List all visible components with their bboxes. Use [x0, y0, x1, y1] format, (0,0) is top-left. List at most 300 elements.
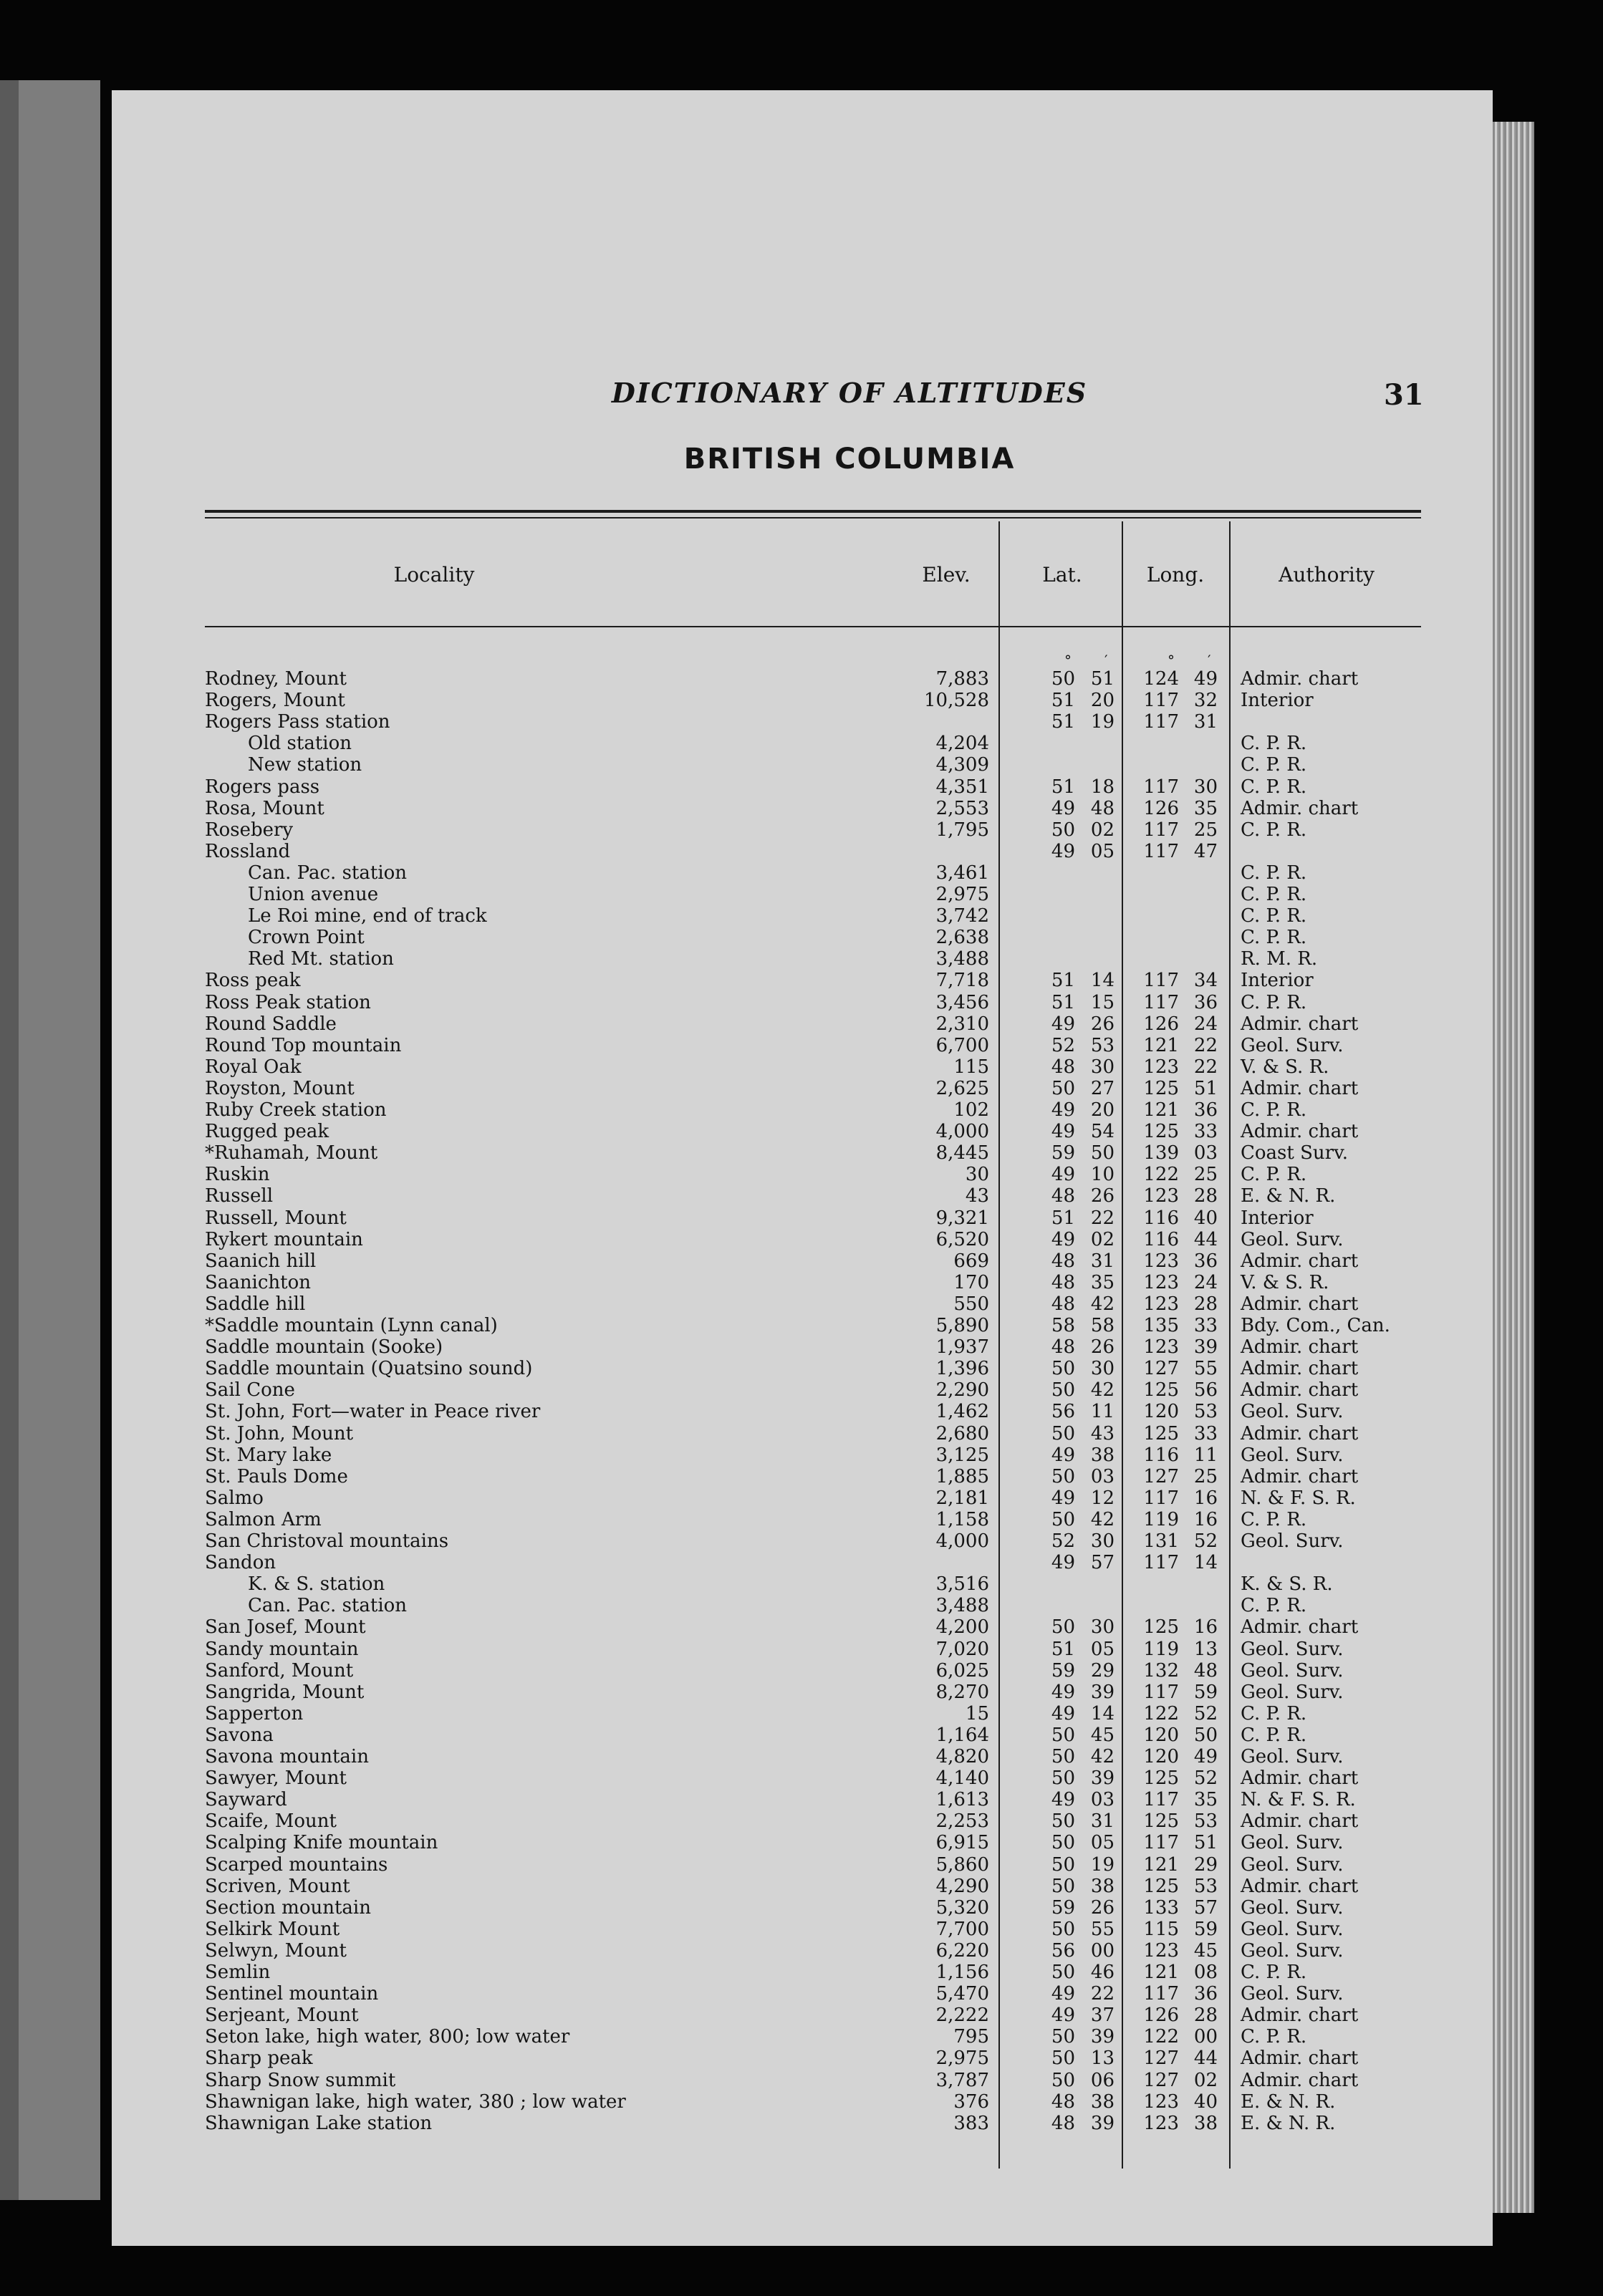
latitude-minutes-cell: 19 [1090, 711, 1115, 733]
elevation-cell: 2,222 [935, 2005, 989, 2027]
locality-cell: Saanich hill [205, 1250, 317, 1272]
authority-cell: N. & F. S. R. [1241, 1789, 1356, 1811]
longitude-degrees-cell: 123 [1143, 1056, 1179, 1078]
longitude-minutes-cell: 59 [1193, 1918, 1218, 1940]
longitude-minutes-cell: 52 [1193, 1767, 1218, 1790]
unit-lat-deg: ° [1064, 652, 1072, 669]
elevation-cell: 2,181 [935, 1487, 989, 1509]
latitude-minutes-cell: 06 [1090, 2069, 1115, 2091]
header-locality: Locality [393, 563, 475, 587]
latitude-minutes-cell: 00 [1090, 1939, 1115, 1962]
authority-cell: Geol. Surv. [1241, 1918, 1344, 1940]
longitude-minutes-cell: 33 [1193, 1121, 1218, 1143]
longitude-minutes-cell: 52 [1193, 1702, 1218, 1725]
latitude-degrees-cell: 50 [1051, 2069, 1075, 2091]
latitude-degrees-cell: 49 [1051, 2005, 1075, 2027]
elevation-cell: 4,000 [935, 1121, 989, 1143]
latitude-minutes-cell: 54 [1090, 1121, 1115, 1143]
latitude-degrees-cell: 50 [1051, 1832, 1075, 1854]
longitude-degrees-cell: 122 [1143, 1164, 1179, 1186]
longitude-minutes-cell: 36 [1193, 1983, 1218, 2005]
latitude-minutes-cell: 05 [1090, 840, 1115, 862]
locality-cell: Le Roi mine, end of track [248, 906, 487, 927]
latitude-degrees-cell: 50 [1051, 1077, 1075, 1099]
locality-cell: Semlin [205, 1962, 271, 1983]
longitude-degrees-cell: 127 [1143, 1358, 1179, 1380]
latitude-degrees-cell: 50 [1051, 1358, 1075, 1380]
longitude-minutes-cell: 40 [1193, 2090, 1218, 2113]
longitude-degrees-cell: 123 [1143, 2090, 1179, 2113]
latitude-degrees-cell: 49 [1051, 1681, 1075, 1703]
latitude-minutes-cell: 05 [1090, 1832, 1115, 1854]
longitude-minutes-cell: 25 [1193, 1164, 1218, 1186]
latitude-minutes-cell: 43 [1090, 1422, 1115, 1444]
authority-cell: C. P. R. [1241, 819, 1307, 841]
longitude-minutes-cell: 30 [1193, 776, 1218, 798]
elevation-cell: 6,220 [935, 1939, 989, 1962]
latitude-degrees-cell: 51 [1051, 711, 1075, 733]
longitude-degrees-cell: 127 [1143, 2047, 1179, 2070]
authority-cell: Interior [1241, 970, 1314, 992]
running-title: DICTIONARY OF ALTITUDES [611, 377, 1088, 409]
locality-cell: Can. Pac. station [248, 1596, 408, 1617]
latitude-degrees-cell: 48 [1051, 2090, 1075, 2113]
longitude-minutes-cell: 22 [1193, 1056, 1218, 1078]
latitude-degrees-cell: 50 [1051, 668, 1075, 690]
authority-cell: Geol. Surv. [1241, 1896, 1344, 1919]
latitude-minutes-cell: 30 [1090, 1358, 1115, 1380]
longitude-minutes-cell: 28 [1193, 1293, 1218, 1315]
latitude-degrees-cell: 51 [1051, 1638, 1075, 1660]
latitude-degrees-cell: 50 [1051, 1810, 1075, 1833]
locality-cell: Sail Cone [205, 1380, 295, 1402]
longitude-degrees-cell: 125 [1143, 1121, 1179, 1143]
longitude-minutes-cell: 08 [1193, 1962, 1218, 1983]
longitude-minutes-cell: 50 [1193, 1724, 1218, 1746]
locality-cell: Can. Pac. station [248, 862, 408, 884]
latitude-degrees-cell: 51 [1051, 991, 1075, 1013]
header-rule [205, 626, 1421, 627]
longitude-minutes-cell: 48 [1193, 1659, 1218, 1682]
authority-cell: Geol. Surv. [1241, 1530, 1344, 1552]
longitude-minutes-cell: 33 [1193, 1422, 1218, 1444]
elevation-cell: 4,309 [935, 754, 989, 776]
authority-cell: Interior [1241, 690, 1314, 712]
elevation-cell: 115 [953, 1056, 989, 1078]
latitude-degrees-cell: 49 [1051, 1983, 1075, 2005]
elevation-cell: 2,310 [935, 1013, 989, 1035]
locality-cell: New station [248, 755, 362, 776]
elevation-cell: 5,860 [935, 1853, 989, 1876]
latitude-degrees-cell: 56 [1051, 1401, 1075, 1423]
authority-cell: C. P. R. [1241, 991, 1307, 1013]
latitude-degrees-cell: 51 [1051, 690, 1075, 712]
authority-cell: Admir. chart [1241, 2005, 1359, 2027]
latitude-minutes-cell: 31 [1090, 1250, 1115, 1272]
authority-cell: C. P. R. [1241, 754, 1307, 776]
latitude-degrees-cell: 49 [1051, 1164, 1075, 1186]
locality-cell: Ross Peak station [205, 992, 371, 1013]
latitude-minutes-cell: 35 [1090, 1271, 1115, 1293]
longitude-minutes-cell: 29 [1193, 1853, 1218, 1876]
longitude-minutes-cell: 25 [1193, 1465, 1218, 1487]
elevation-cell: 3,742 [935, 905, 989, 927]
authority-cell: C. P. R. [1241, 1099, 1307, 1121]
longitude-minutes-cell: 34 [1193, 970, 1218, 992]
elevation-cell: 7,883 [935, 668, 989, 690]
longitude-minutes-cell: 16 [1193, 1508, 1218, 1530]
latitude-degrees-cell: 50 [1051, 1918, 1075, 1940]
latitude-minutes-cell: 38 [1090, 1444, 1115, 1466]
latitude-minutes-cell: 20 [1090, 1099, 1115, 1121]
elevation-cell: 3,488 [935, 948, 989, 970]
longitude-minutes-cell: 11 [1193, 1444, 1218, 1466]
longitude-minutes-cell: 28 [1193, 1185, 1218, 1207]
latitude-minutes-cell: 11 [1090, 1401, 1115, 1423]
elevation-cell: 6,025 [935, 1659, 989, 1682]
locality-cell: Shawnigan lake, high water, 380 ; low water [205, 2091, 626, 2113]
latitude-degrees-cell: 50 [1051, 2026, 1075, 2048]
locality-cell: San Josef, Mount [205, 1617, 366, 1639]
latitude-degrees-cell: 48 [1051, 1271, 1075, 1293]
elevation-cell: 3,488 [935, 1595, 989, 1617]
latitude-degrees-cell: 48 [1051, 1250, 1075, 1272]
authority-cell: V. & S. R. [1241, 1056, 1329, 1078]
longitude-minutes-cell: 31 [1193, 711, 1218, 733]
longitude-degrees-cell: 125 [1143, 1422, 1179, 1444]
locality-cell: Rugged peak [205, 1122, 329, 1143]
latitude-minutes-cell: 19 [1090, 1853, 1115, 1876]
longitude-minutes-cell: 39 [1193, 1336, 1218, 1359]
latitude-minutes-cell: 39 [1090, 2112, 1115, 2134]
latitude-minutes-cell: 13 [1090, 2047, 1115, 2070]
locality-cell: Royal Oak [205, 1056, 302, 1078]
elevation-cell: 4,290 [935, 1875, 989, 1897]
longitude-minutes-cell: 35 [1193, 1789, 1218, 1811]
longitude-degrees-cell: 124 [1143, 668, 1179, 690]
locality-cell: Selkirk Mount [205, 1919, 340, 1940]
authority-cell: Geol. Surv. [1241, 1983, 1344, 2005]
latitude-minutes-cell: 38 [1090, 2090, 1115, 2113]
latitude-degrees-cell: 58 [1051, 1315, 1075, 1336]
latitude-minutes-cell: 29 [1090, 1659, 1115, 1682]
longitude-degrees-cell: 123 [1143, 2112, 1179, 2134]
elevation-cell: 10,528 [924, 690, 989, 712]
elevation-cell: 4,000 [935, 1530, 989, 1552]
longitude-degrees-cell: 121 [1143, 1853, 1179, 1876]
locality-cell: Rogers, Mount [205, 690, 345, 712]
locality-cell: Sandy mountain [205, 1639, 359, 1660]
longitude-degrees-cell: 117 [1143, 819, 1179, 841]
locality-cell: Rogers Pass station [205, 712, 390, 733]
latitude-minutes-cell: 15 [1090, 991, 1115, 1013]
locality-cell: Seton lake, high water, 800; low water [205, 2027, 570, 2048]
locality-cell: Rodney, Mount [205, 669, 347, 690]
locality-cell: Round Top mountain [205, 1035, 402, 1056]
locality-cell: Sandon [205, 1553, 276, 1574]
authority-cell: R. M. R. [1241, 948, 1318, 970]
elevation-cell: 376 [953, 2090, 989, 2113]
elevation-cell: 6,915 [935, 1832, 989, 1854]
latitude-degrees-cell: 49 [1051, 1487, 1075, 1509]
latitude-minutes-cell: 12 [1090, 1487, 1115, 1509]
latitude-minutes-cell: 10 [1090, 1164, 1115, 1186]
longitude-degrees-cell: 120 [1143, 1724, 1179, 1746]
locality-cell: Royston, Mount [205, 1078, 355, 1099]
locality-cell: Scriven, Mount [205, 1876, 350, 1897]
authority-cell: Admir. chart [1241, 1616, 1359, 1639]
locality-cell: Selwyn, Mount [205, 1940, 347, 1962]
authority-cell: C. P. R. [1241, 733, 1307, 755]
locality-cell: Old station [248, 733, 352, 755]
authority-cell: Interior [1241, 1207, 1314, 1229]
locality-cell: Section mountain [205, 1897, 371, 1919]
longitude-degrees-cell: 123 [1143, 1250, 1179, 1272]
latitude-minutes-cell: 03 [1090, 1789, 1115, 1811]
latitude-degrees-cell: 50 [1051, 1508, 1075, 1530]
authority-cell: Admir. chart [1241, 1121, 1359, 1143]
elevation-cell: 795 [953, 2026, 989, 2048]
longitude-degrees-cell: 117 [1143, 1832, 1179, 1854]
latitude-degrees-cell: 49 [1051, 1228, 1075, 1250]
elevation-cell: 3,456 [935, 991, 989, 1013]
locality-cell: Scalping Knife mountain [205, 1833, 438, 1854]
longitude-degrees-cell: 115 [1143, 1918, 1179, 1940]
locality-cell: Sentinel mountain [205, 1984, 379, 2005]
longitude-minutes-cell: 59 [1193, 1681, 1218, 1703]
unit-long-deg: ° [1168, 652, 1175, 669]
latitude-degrees-cell: 49 [1051, 1789, 1075, 1811]
longitude-minutes-cell: 16 [1193, 1487, 1218, 1509]
latitude-degrees-cell: 50 [1051, 1767, 1075, 1790]
elevation-cell: 170 [953, 1271, 989, 1293]
elevation-cell: 5,890 [935, 1315, 989, 1336]
latitude-minutes-cell: 51 [1090, 668, 1115, 690]
elevation-cell: 6,700 [935, 1034, 989, 1056]
latitude-degrees-cell: 49 [1051, 1552, 1075, 1574]
locality-cell: Salmo [205, 1487, 264, 1509]
authority-cell: Admir. chart [1241, 668, 1359, 690]
authority-cell: E. & N. R. [1241, 2090, 1336, 2113]
locality-cell: Rossland [205, 841, 291, 862]
longitude-minutes-cell: 53 [1193, 1810, 1218, 1833]
longitude-degrees-cell: 117 [1143, 690, 1179, 712]
longitude-degrees-cell: 117 [1143, 1487, 1179, 1509]
latitude-minutes-cell: 38 [1090, 1875, 1115, 1897]
authority-cell: C. P. R. [1241, 905, 1307, 927]
latitude-minutes-cell: 20 [1090, 690, 1115, 712]
elevation-cell: 1,462 [935, 1401, 989, 1423]
latitude-minutes-cell: 31 [1090, 1810, 1115, 1833]
latitude-degrees-cell: 59 [1051, 1659, 1075, 1682]
longitude-minutes-cell: 35 [1193, 797, 1218, 819]
longitude-minutes-cell: 32 [1193, 690, 1218, 712]
latitude-degrees-cell: 49 [1051, 1013, 1075, 1035]
longitude-minutes-cell: 49 [1193, 668, 1218, 690]
latitude-degrees-cell: 59 [1051, 1142, 1075, 1164]
authority-cell: C. P. R. [1241, 884, 1307, 905]
longitude-degrees-cell: 120 [1143, 1401, 1179, 1423]
latitude-degrees-cell: 51 [1051, 1207, 1075, 1229]
longitude-degrees-cell: 117 [1143, 991, 1179, 1013]
longitude-minutes-cell: 53 [1193, 1401, 1218, 1423]
latitude-minutes-cell: 57 [1090, 1552, 1115, 1574]
longitude-degrees-cell: 117 [1143, 1681, 1179, 1703]
authority-cell: Admir. chart [1241, 797, 1359, 819]
longitude-degrees-cell: 133 [1143, 1896, 1179, 1919]
column-divider [1122, 521, 1123, 2169]
elevation-cell: 1,613 [935, 1789, 989, 1811]
longitude-minutes-cell: 03 [1193, 1142, 1218, 1164]
locality-cell: Shawnigan Lake station [205, 2113, 433, 2134]
latitude-degrees-cell: 48 [1051, 1293, 1075, 1315]
latitude-degrees-cell: 48 [1051, 2112, 1075, 2134]
latitude-minutes-cell: 30 [1090, 1056, 1115, 1078]
elevation-cell: 2,625 [935, 1077, 989, 1099]
latitude-minutes-cell: 39 [1090, 1767, 1115, 1790]
elevation-cell: 1,158 [935, 1508, 989, 1530]
latitude-degrees-cell: 49 [1051, 1444, 1075, 1466]
locality-cell: Savona [205, 1725, 274, 1746]
authority-cell: Admir. chart [1241, 1336, 1359, 1359]
elevation-cell: 4,351 [935, 776, 989, 798]
elevation-cell: 30 [965, 1164, 989, 1186]
longitude-degrees-cell: 121 [1143, 1034, 1179, 1056]
header-authority: Authority [1279, 563, 1375, 587]
latitude-degrees-cell: 49 [1051, 1702, 1075, 1725]
elevation-cell: 2,680 [935, 1422, 989, 1444]
longitude-degrees-cell: 125 [1143, 1379, 1179, 1402]
latitude-minutes-cell: 26 [1090, 1336, 1115, 1359]
latitude-minutes-cell: 30 [1090, 1616, 1115, 1639]
longitude-degrees-cell: 123 [1143, 1271, 1179, 1293]
latitude-degrees-cell: 50 [1051, 1616, 1075, 1639]
authority-cell: Admir. chart [1241, 1250, 1359, 1272]
locality-cell: St. Mary lake [205, 1444, 332, 1466]
locality-cell: Scaife, Mount [205, 1811, 337, 1833]
longitude-minutes-cell: 22 [1193, 1034, 1218, 1056]
locality-cell: Ruby Creek station [205, 1100, 387, 1121]
authority-cell: Geol. Surv. [1241, 1401, 1344, 1423]
elevation-cell: 2,253 [935, 1810, 989, 1833]
longitude-degrees-cell: 117 [1143, 1983, 1179, 2005]
authority-cell: Admir. chart [1241, 2047, 1359, 2070]
locality-cell: St. Pauls Dome [205, 1466, 348, 1487]
elevation-cell: 1,396 [935, 1358, 989, 1380]
longitude-degrees-cell: 132 [1143, 1659, 1179, 1682]
latitude-minutes-cell: 39 [1090, 2026, 1115, 2048]
longitude-degrees-cell: 119 [1143, 1508, 1179, 1530]
longitude-minutes-cell: 14 [1193, 1552, 1218, 1574]
longitude-degrees-cell: 135 [1143, 1315, 1179, 1336]
authority-cell: Admir. chart [1241, 2069, 1359, 2091]
locality-cell: Crown Point [248, 927, 365, 949]
longitude-degrees-cell: 120 [1143, 1746, 1179, 1767]
latitude-degrees-cell: 51 [1051, 970, 1075, 992]
locality-cell: Russell [205, 1186, 274, 1207]
longitude-minutes-cell: 00 [1193, 2026, 1218, 2048]
longitude-minutes-cell: 36 [1193, 991, 1218, 1013]
latitude-minutes-cell: 50 [1090, 1142, 1115, 1164]
longitude-degrees-cell: 125 [1143, 1077, 1179, 1099]
authority-cell: Admir. chart [1241, 1013, 1359, 1035]
longitude-minutes-cell: 24 [1193, 1271, 1218, 1293]
authority-cell: Admir. chart [1241, 1465, 1359, 1487]
locality-cell: Salmon Arm [205, 1509, 322, 1530]
elevation-cell: 4,200 [935, 1616, 989, 1639]
longitude-degrees-cell: 122 [1143, 2026, 1179, 2048]
longitude-minutes-cell: 56 [1193, 1379, 1218, 1402]
latitude-minutes-cell: 42 [1090, 1746, 1115, 1767]
authority-cell: C. P. R. [1241, 776, 1307, 798]
latitude-minutes-cell: 22 [1090, 1983, 1115, 2005]
longitude-degrees-cell: 126 [1143, 797, 1179, 819]
latitude-degrees-cell: 50 [1051, 1746, 1075, 1767]
latitude-degrees-cell: 50 [1051, 1875, 1075, 1897]
locality-cell: Serjeant, Mount [205, 2005, 359, 2027]
longitude-degrees-cell: 139 [1143, 1142, 1179, 1164]
authority-cell: Geol. Surv. [1241, 1681, 1344, 1703]
latitude-minutes-cell: 55 [1090, 1918, 1115, 1940]
locality-cell: Sangrida, Mount [205, 1682, 365, 1703]
longitude-degrees-cell: 117 [1143, 1789, 1179, 1811]
locality-cell: Union avenue [248, 884, 379, 905]
latitude-degrees-cell: 49 [1051, 797, 1075, 819]
longitude-minutes-cell: 49 [1193, 1746, 1218, 1767]
authority-cell: Geol. Surv. [1241, 1659, 1344, 1682]
longitude-degrees-cell: 125 [1143, 1810, 1179, 1833]
longitude-minutes-cell: 51 [1193, 1077, 1218, 1099]
latitude-degrees-cell: 48 [1051, 1185, 1075, 1207]
top-rule-thin [205, 517, 1421, 518]
section-title: BRITISH COLUMBIA [683, 443, 1016, 476]
latitude-minutes-cell: 26 [1090, 1185, 1115, 1207]
authority-cell: Admir. chart [1241, 1767, 1359, 1790]
elevation-cell: 7,020 [935, 1638, 989, 1660]
authority-cell: E. & N. R. [1241, 1185, 1336, 1207]
longitude-minutes-cell: 25 [1193, 819, 1218, 841]
longitude-degrees-cell: 126 [1143, 2005, 1179, 2027]
authority-cell: C. P. R. [1241, 1724, 1307, 1746]
longitude-minutes-cell: 44 [1193, 2047, 1218, 2070]
longitude-minutes-cell: 33 [1193, 1315, 1218, 1336]
latitude-minutes-cell: 03 [1090, 1465, 1115, 1487]
authority-cell: Geol. Surv. [1241, 1638, 1344, 1660]
elevation-cell: 550 [953, 1293, 989, 1315]
elevation-cell: 102 [953, 1099, 989, 1121]
locality-cell: Ross peak [205, 970, 301, 992]
authority-cell: C. P. R. [1241, 1702, 1307, 1725]
elevation-cell: 3,516 [935, 1573, 989, 1596]
longitude-degrees-cell: 119 [1143, 1638, 1179, 1660]
latitude-minutes-cell: 37 [1090, 2005, 1115, 2027]
locality-cell: Russell, Mount [205, 1207, 347, 1229]
authority-cell: Coast Surv. [1241, 1142, 1348, 1164]
elevation-cell: 1,795 [935, 819, 989, 841]
elevation-cell: 8,270 [935, 1681, 989, 1703]
elevation-cell: 6,520 [935, 1228, 989, 1250]
latitude-minutes-cell: 48 [1090, 797, 1115, 819]
elevation-cell: 2,290 [935, 1379, 989, 1402]
latitude-degrees-cell: 52 [1051, 1530, 1075, 1552]
latitude-degrees-cell: 49 [1051, 840, 1075, 862]
page-stack-edge [1493, 122, 1534, 2213]
elevation-cell: 383 [953, 2112, 989, 2134]
page-number: 31 [1384, 378, 1424, 412]
latitude-degrees-cell: 49 [1051, 1099, 1075, 1121]
latitude-minutes-cell: 39 [1090, 1681, 1115, 1703]
elevation-cell: 2,975 [935, 2047, 989, 2070]
